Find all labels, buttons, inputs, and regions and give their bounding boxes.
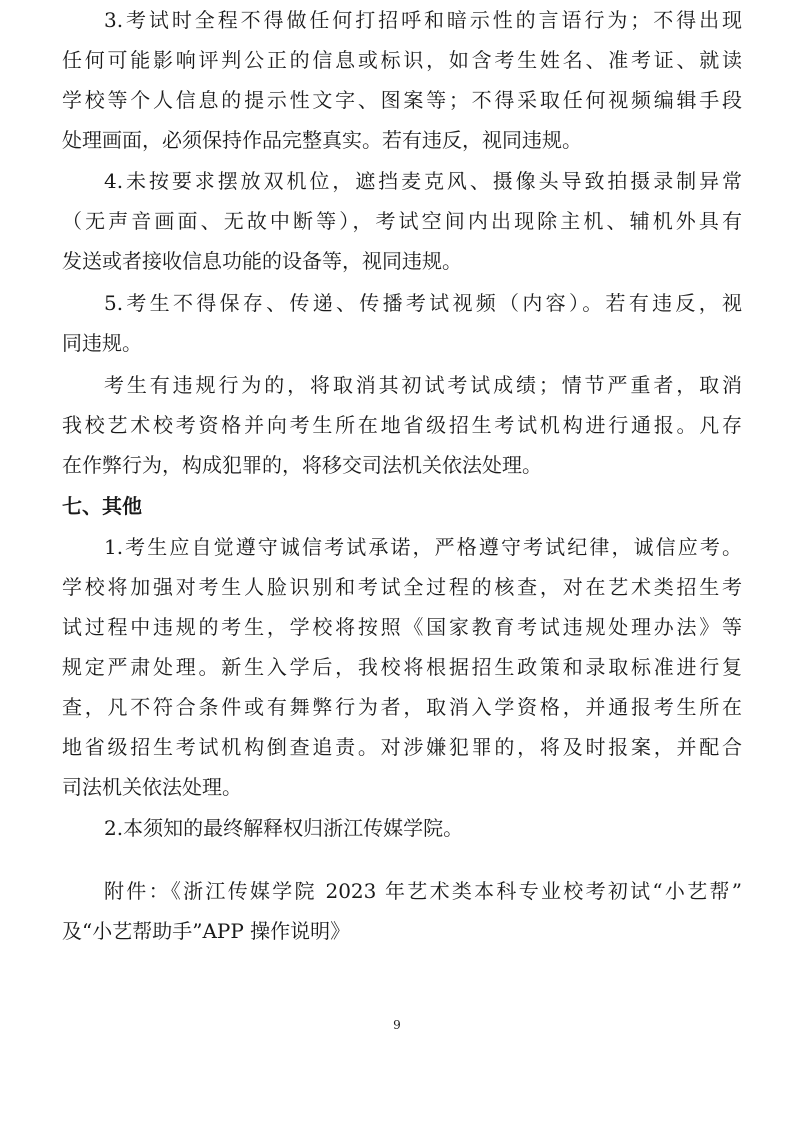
- text-line: （无声音画面、无故中断等），考试空间内出现除主机、辅机外具有: [62, 209, 742, 233]
- attachment-line: 附件：《浙江传媒学院 2023 年艺术类本科专业校考初试“小艺帮”: [104, 879, 742, 903]
- text-line: 5.考生不得保存、传递、传播考试视频（内容）。若有违反，视: [104, 291, 742, 315]
- text-line: 查，凡不符合条件或有舞弊行为者，取消入学资格，并通报考生所在: [62, 695, 742, 719]
- text-line: 任何可能影响评判公正的信息或标识，如含考生姓名、准考证、就读: [62, 48, 742, 72]
- page-number: 9: [393, 1018, 401, 1032]
- text-line: 试过程中违规的考生，学校将按照《国家教育考试违规处理办法》等: [62, 615, 742, 639]
- attachment-line: 及“小艺帮助手”APP 操作说明》: [62, 919, 351, 943]
- text-line: 学校等个人信息的提示性文字、图案等；不得采取任何视频编辑手段: [62, 88, 742, 112]
- text-line: 4.未按要求摆放双机位，遮挡麦克风、摄像头导致拍摄录制异常: [104, 169, 742, 193]
- section-heading: 七、其他: [62, 494, 142, 518]
- text-line: 地省级招生考试机构倒查追责。对涉嫌犯罪的，将及时报案，并配合: [62, 735, 742, 759]
- text-line: 2.本须知的最终解释权归浙江传媒学院。: [104, 816, 464, 840]
- text-line: 规定严肃处理。新生入学后，我校将根据招生政策和录取标准进行复: [62, 655, 742, 679]
- text-line: 3.考试时全程不得做任何打招呼和暗示性的言语行为；不得出现: [104, 8, 742, 32]
- text-line: 发送或者接收信息功能的设备等，视同违规。: [62, 249, 462, 273]
- text-line: 1.考生应自觉遵守诚信考试承诺，严格遵守考试纪律，诚信应考。: [104, 535, 742, 559]
- text-line: 同违规。: [62, 331, 142, 355]
- text-line: 司法机关依法处理。: [62, 775, 242, 799]
- text-line: 我校艺术校考资格并向考生所在地省级招生考试机构进行通报。凡存: [62, 413, 742, 437]
- text-line: 处理画面，必须保持作品完整真实。若有违反，视同违规。: [62, 128, 582, 152]
- text-line: 考生有违规行为的，将取消其初试考试成绩；情节严重者，取消: [104, 373, 742, 397]
- text-line: 学校将加强对考生人脸识别和考试全过程的核查，对在艺术类招生考: [62, 575, 742, 599]
- text-line: 在作弊行为，构成犯罪的，将移交司法机关依法处理。: [62, 453, 542, 477]
